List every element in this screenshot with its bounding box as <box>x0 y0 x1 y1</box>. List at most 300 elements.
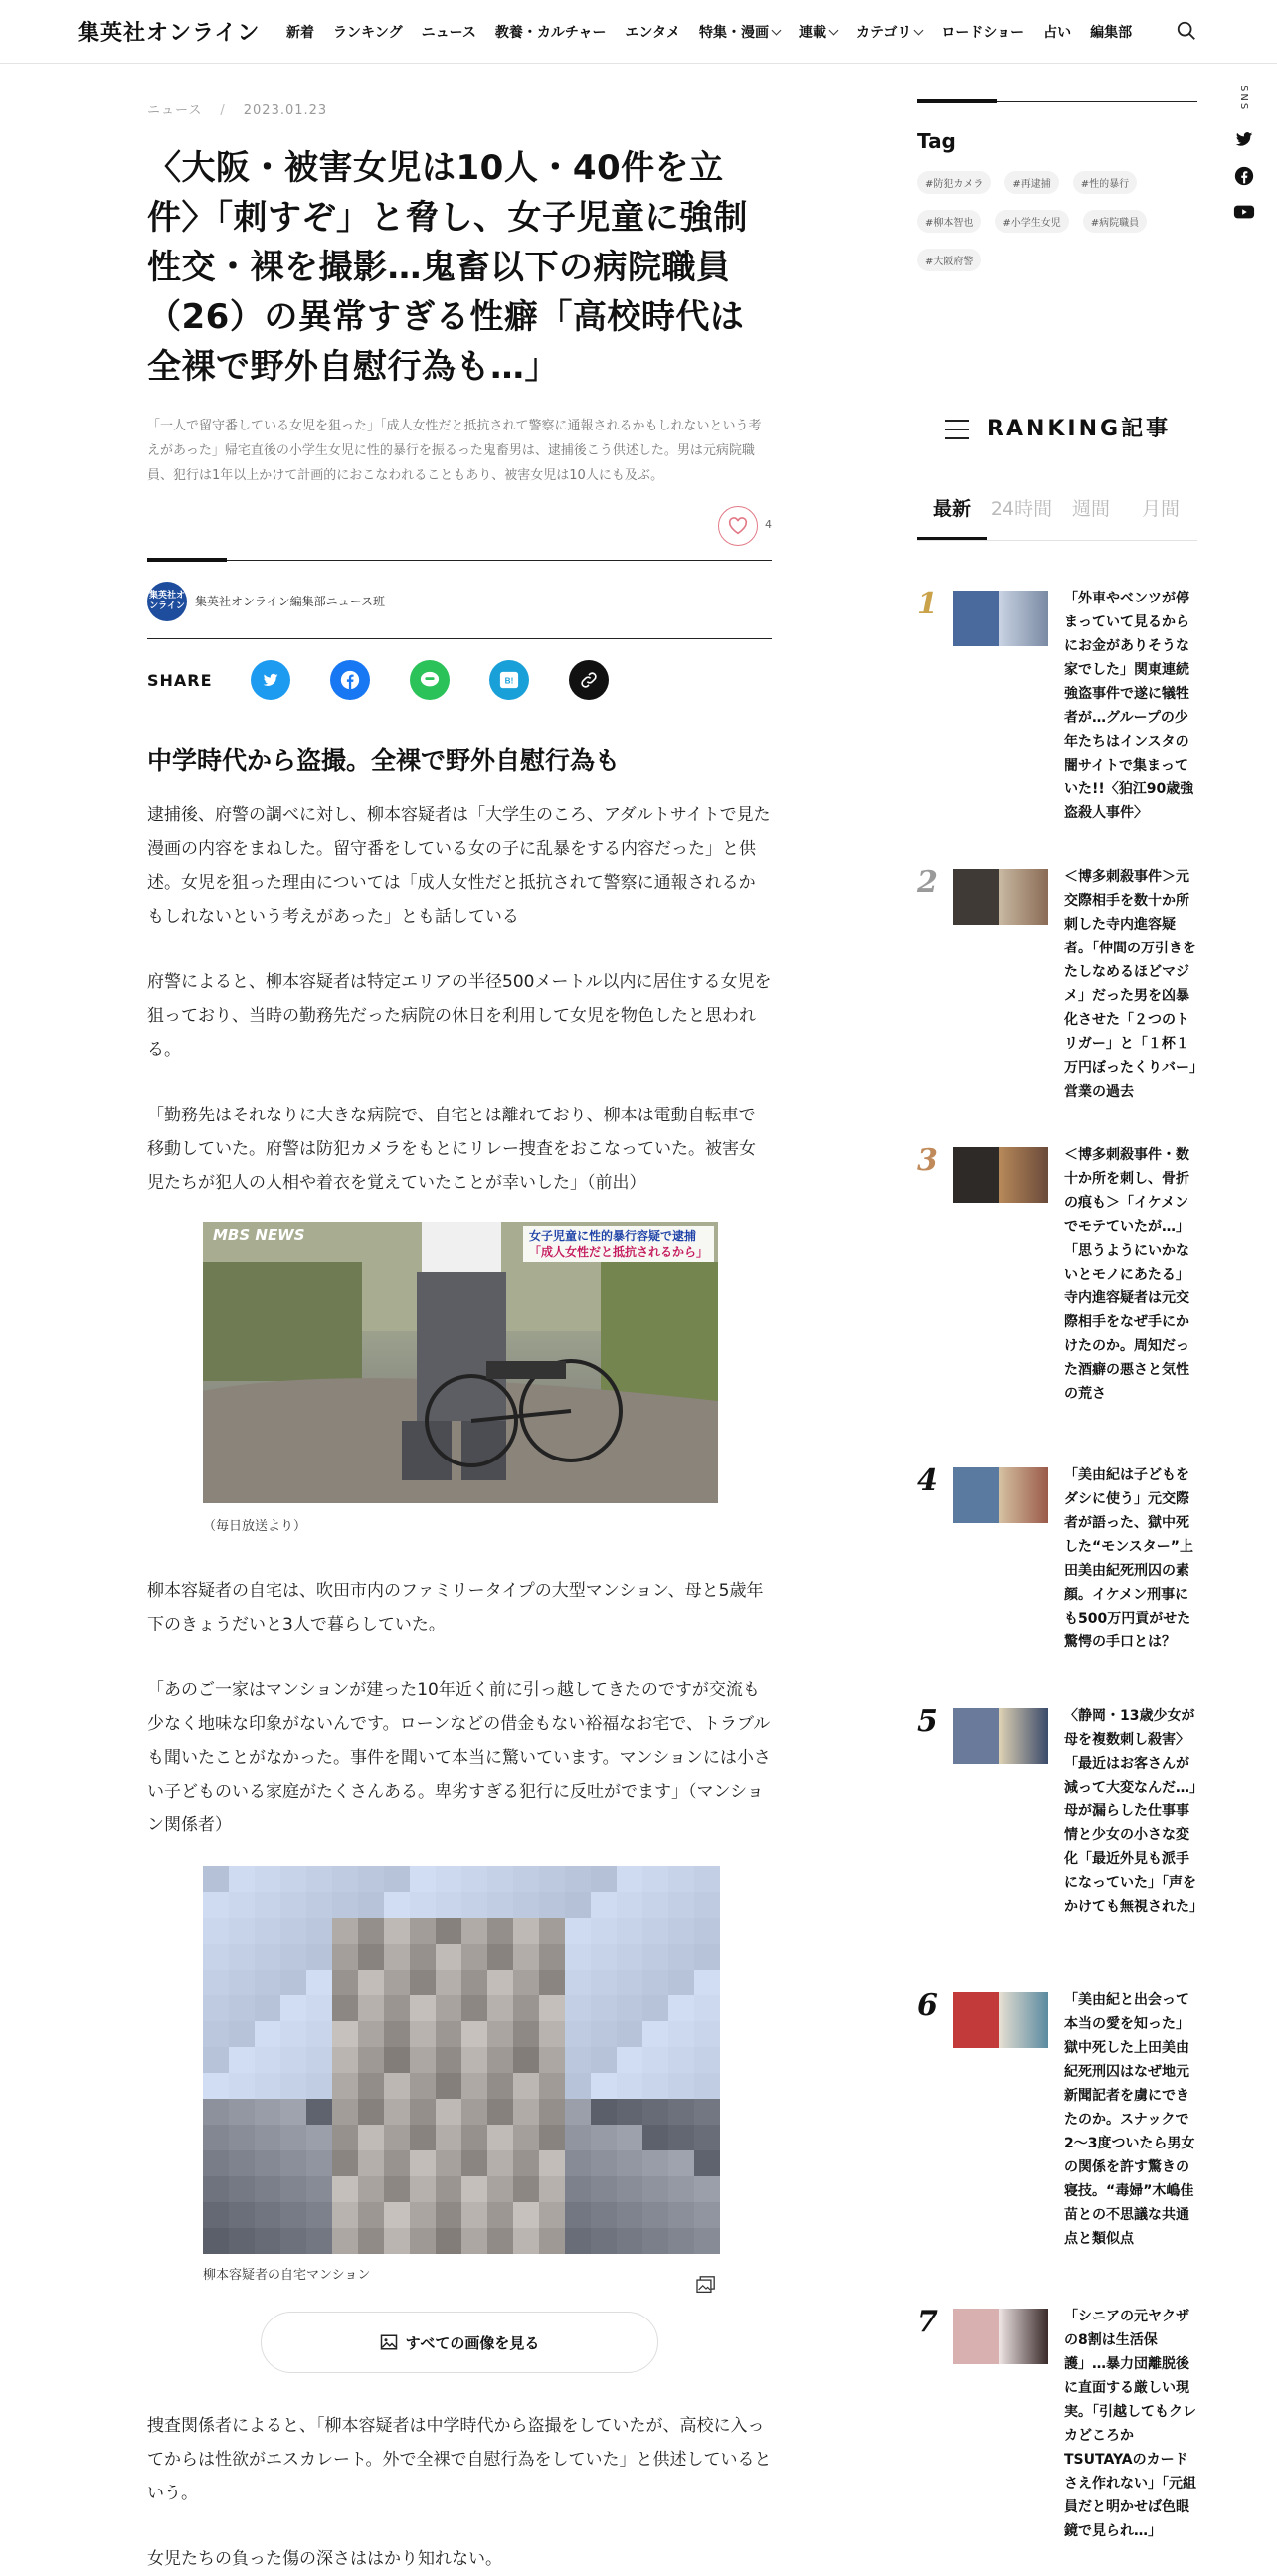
image-icon <box>380 2333 398 2351</box>
mosaic-tile <box>461 2228 487 2254</box>
tv-banner-line-1: 女子児童に性的暴行容疑で逮捕 <box>528 1229 696 1243</box>
rank-number: 1 <box>917 587 938 621</box>
mosaic-tile <box>668 2176 694 2202</box>
mosaic-tile <box>668 2125 694 2150</box>
twitter-share-button[interactable] <box>251 660 290 700</box>
nav-item[interactable] <box>333 22 403 42</box>
mosaic-tile <box>280 2202 306 2228</box>
sns-links <box>1233 86 1255 225</box>
mosaic-tile <box>617 2228 642 2254</box>
mosaic-tile <box>565 1995 591 2021</box>
mosaic-tile <box>436 1970 461 1995</box>
tag-divider-accent <box>917 99 997 103</box>
rank-thumbnail[interactable] <box>953 2309 1048 2364</box>
mosaic-tile <box>436 2150 461 2176</box>
mosaic-tile <box>203 2073 229 2099</box>
mosaic-tile <box>487 2047 513 2073</box>
mosaic-tile <box>229 2047 255 2073</box>
mosaic-tile <box>332 2150 358 2176</box>
mosaic-tile <box>332 1995 358 2021</box>
nav-item[interactable] <box>699 22 780 42</box>
mosaic-tile <box>591 2202 617 2228</box>
mosaic-tile <box>565 1866 591 1892</box>
mosaic-tile <box>280 1995 306 2021</box>
mosaic-tile <box>617 1866 642 1892</box>
chevron-down-icon <box>914 25 924 35</box>
mosaic-tile <box>255 2073 280 2099</box>
nav-item-label: 教養・カルチャー <box>494 25 607 41</box>
site-header <box>0 0 1277 64</box>
mosaic-tile <box>642 2099 668 2125</box>
mosaic-tile <box>280 1970 306 1995</box>
ranking-tab[interactable]: 最新 <box>917 489 987 540</box>
facebook-share-button[interactable] <box>330 660 370 700</box>
mosaic-tile <box>668 2150 694 2176</box>
mosaic-tile <box>694 2228 720 2254</box>
twitter-icon[interactable] <box>1233 129 1255 149</box>
mosaic-tile <box>487 2125 513 2150</box>
mosaic-tile <box>358 1970 384 1995</box>
mosaic-tile <box>591 2150 617 2176</box>
mosaic-tile <box>410 1995 436 2021</box>
mosaic-tile <box>203 2099 229 2125</box>
search-icon[interactable] <box>1176 20 1197 42</box>
mosaic-tile <box>280 2073 306 2099</box>
mosaic-tile <box>642 1944 668 1970</box>
mosaic-tile <box>436 2202 461 2228</box>
paragraph: 「勤務先はそれなりに大きな病院で、自宅とは離れており、柳本は電動自転車で移動していた。府警は防犯カメラをもとにリレー捜査をおこなっていた。被害女児たちが犯人の人相や着衣を覚えていたことが幸いした」（前出） <box>147 1106 756 1193</box>
nav-item[interactable] <box>422 22 476 42</box>
mosaic-tile <box>306 2047 332 2073</box>
mosaic-tile <box>384 2073 410 2099</box>
mosaic-tile <box>436 1866 461 1892</box>
mosaic-tile <box>694 2099 720 2125</box>
mosaic-tile <box>539 2021 565 2047</box>
mosaic-tile <box>203 2150 229 2176</box>
mosaic-tile <box>436 2047 461 2073</box>
mosaic-tile <box>617 2073 642 2099</box>
mosaic-tile <box>642 1892 668 1918</box>
mosaic-tile <box>358 2125 384 2150</box>
mosaic-tile <box>436 2021 461 2047</box>
rank-headline[interactable]: 「外車やベンツが停まっていて見るからにお金がありそうな家でした」関東連続強盗事件で遂に犠牲者が…グループの少年たちはインスタの闇サイトで集まっていた!!〈狛江90歳強盗殺人事件〉 <box>1064 591 1194 821</box>
article-lead: 「一人で留守番している女児を狙った」「成人女性だと抵抗されて警察に通報されるかもしれないという考えがあった」帰宅直後の小学生女児に性的暴行を振るった鬼畜男は、逮捕後こう供述した。男は元病院職員、犯行は1年以上かけて計画的におこなわれることもあり、被害女児は10人にも及ぶ。 <box>147 419 762 483</box>
hatena-share-button[interactable] <box>489 660 529 700</box>
rank-headline[interactable]: ＜博多刺殺事件＞元交際相手を数十か所刺した寺内進容疑者。「仲間の万引きをたしなめるほどマジメ」だった男を凶暴化させた「２つのトリガー」と「１杯１万円ぼったくりバー」営業の過去 <box>1064 869 1196 1100</box>
mosaic-tile <box>487 1918 513 1944</box>
mosaic-tile <box>229 1918 255 1944</box>
tag-chip[interactable]: #防犯カメラ <box>917 171 991 194</box>
mosaic-tile <box>591 1944 617 1970</box>
rank-number: 2 <box>917 865 938 900</box>
mosaic-tile <box>668 1918 694 1944</box>
mosaic-tile <box>694 2047 720 2073</box>
mosaic-tile <box>332 2021 358 2047</box>
mosaic-tile <box>358 1892 384 1918</box>
rank-number: 5 <box>917 1704 938 1739</box>
rank-headline[interactable]: ＜博多刺殺事件・数十か所を刺し、骨折の痕も＞「イケメンでモテていたが…」「思うようにいかないとモノにあたる」寺内進容疑者は元交際相手をなぜ手にかけたのか。周知だった酒癖の悪さと気性の荒さ <box>1064 1147 1189 1402</box>
youtube-icon[interactable] <box>1233 203 1255 221</box>
line-icon <box>419 670 441 690</box>
nav-item[interactable] <box>799 22 837 42</box>
mosaic-tile <box>384 2021 410 2047</box>
mosaic-tile <box>565 1892 591 1918</box>
mosaic-tile <box>384 2202 410 2228</box>
mosaic-tile <box>332 2228 358 2254</box>
mosaic-tile <box>668 2099 694 2125</box>
mosaic-tile <box>668 2202 694 2228</box>
author-box-accent <box>147 558 227 562</box>
mosaic-tile <box>358 2176 384 2202</box>
mosaic-tile <box>513 2202 539 2228</box>
mosaic-tile <box>642 2228 668 2254</box>
mosaic-tile <box>461 2073 487 2099</box>
mosaic-tile <box>203 1892 229 1918</box>
mansion-photo[interactable] <box>203 1866 718 2252</box>
mosaic-tile <box>668 1892 694 1918</box>
ranking-tab[interactable]: 月間 <box>1141 498 1180 520</box>
mosaic-tile <box>203 2021 229 2047</box>
mosaic-tile <box>513 1970 539 1995</box>
tag-chip[interactable]: #性的暴行 <box>1073 171 1137 194</box>
mosaic-tile <box>229 2073 255 2099</box>
mosaic-tile <box>487 2150 513 2176</box>
mosaic-tile <box>539 1866 565 1892</box>
tag-chip[interactable]: #柳本智也 <box>917 210 981 233</box>
mosaic-tile <box>306 2125 332 2150</box>
mosaic-tile <box>436 2228 461 2254</box>
mosaic-tile <box>565 2150 591 2176</box>
mosaic-tile <box>384 1970 410 1995</box>
view-all-images-button[interactable] <box>261 2312 658 2373</box>
mosaic-tile <box>332 2202 358 2228</box>
mosaic-tile <box>642 2176 668 2202</box>
mosaic-tile <box>436 1892 461 1918</box>
mosaic-tile <box>384 2176 410 2202</box>
nav-item[interactable] <box>286 22 314 42</box>
author-name[interactable]: 集英社オンライン編集部ニュース班 <box>195 595 386 608</box>
article-meta: ニュース / 2023.01.23 <box>147 103 328 118</box>
section-heading: 中学時代から盗撮。全裸で野外自慰行為も <box>147 746 621 774</box>
mosaic-tile <box>694 2176 720 2202</box>
mosaic-tile <box>255 1918 280 1944</box>
ranking-tab[interactable]: 24時間 <box>990 498 1053 520</box>
mosaic-tile <box>539 2099 565 2125</box>
mosaic-tile <box>280 2099 306 2125</box>
mosaic-tile <box>513 1944 539 1970</box>
mosaic-tile <box>229 1970 255 1995</box>
mosaic-tile <box>384 2099 410 2125</box>
mosaic-tile <box>229 2228 255 2254</box>
tag-chip[interactable]: #再逮捕 <box>1004 171 1058 194</box>
mosaic-tile <box>513 1995 539 2021</box>
mosaic-tile <box>617 2125 642 2150</box>
mosaic-tile <box>229 2202 255 2228</box>
mosaic-tile <box>255 1944 280 1970</box>
mosaic-tile <box>229 1866 255 1892</box>
line-share-button[interactable] <box>410 660 450 700</box>
mosaic-tile <box>539 2202 565 2228</box>
paragraph: 女児たちの負った傷の深さははかり知れない。 <box>147 2549 502 2569</box>
mosaic-tile <box>617 1995 642 2021</box>
mosaic-tile <box>668 1995 694 2021</box>
mosaic-tile <box>668 2047 694 2073</box>
mosaic-tile <box>565 2202 591 2228</box>
mosaic-tile <box>203 1995 229 2021</box>
mosaic-tile <box>410 1866 436 1892</box>
mosaic-tile <box>668 1944 694 1970</box>
mosaic-tile <box>565 1944 591 1970</box>
mosaic-tile <box>203 1918 229 1944</box>
mosaic-tile <box>617 1892 642 1918</box>
mosaic-tile <box>617 2021 642 2047</box>
mosaic-tile <box>306 1944 332 1970</box>
mosaic-tile <box>591 2021 617 2047</box>
paragraph: 府警によると、柳本容疑者は特定エリアの半径500メートル以内に居住する女児を狙っており、当時の勤務先だった病院の休日を利用して女児を物色したと思われる。 <box>147 972 772 1060</box>
mosaic-tile <box>668 1866 694 1892</box>
share-label: SHARE <box>147 670 213 690</box>
mosaic-tile <box>642 2125 668 2150</box>
tv-logo: MBS NEWS <box>213 1226 305 1244</box>
mosaic-tile <box>229 2150 255 2176</box>
twitter-icon <box>261 671 280 689</box>
mosaic-tile <box>513 2176 539 2202</box>
tv-news-scene <box>203 1222 718 1503</box>
mosaic-tile <box>617 2099 642 2125</box>
mosaic-tile <box>384 1944 410 1970</box>
mosaic-tile <box>591 1970 617 1995</box>
tag-chip[interactable]: #大阪府警 <box>917 249 981 271</box>
mosaic-tile <box>487 2228 513 2254</box>
tv-banner-line-2: 「成人女性だと抵抗されるから」 <box>528 1245 708 1259</box>
ranking-header <box>943 416 1171 443</box>
mosaic-tile <box>642 1918 668 1944</box>
author-box <box>147 560 772 639</box>
mosaic-tile <box>384 1892 410 1918</box>
rank-headline[interactable]: 「シニアの元ヤクザの8割は生活保護」…暴力団離脱後に直面する厳しい現実。「引越してもクレカどころかTSUTAYAのカードさえ作れない」「元組員だと明かせば色眼鏡で見られ…」 <box>1064 2309 1196 2539</box>
mosaic-tile <box>306 1892 332 1918</box>
mosaic-tile <box>203 1866 229 1892</box>
hatena-bookmark-icon <box>498 670 520 690</box>
nav-item[interactable] <box>856 22 922 42</box>
mosaic-tile <box>306 1918 332 1944</box>
mosaic-tile <box>332 1866 358 1892</box>
mosaic-tile <box>306 2073 332 2099</box>
site-logo[interactable]: 集英社オンライン <box>78 21 261 46</box>
mosaic-tile <box>229 2125 255 2150</box>
mosaic-tile <box>461 1918 487 1944</box>
mosaic-tile <box>591 2047 617 2073</box>
mosaic-tile <box>668 2021 694 2047</box>
figure-caption-row <box>203 2264 718 2294</box>
paragraph: 逮捕後、府警の調べに対し、柳本容疑者は「大学生のころ、アダルトサイトで見た漫画の内容をまねした。留守番をしている女の子に乱暴をする内容だった」と供述。女児を狙った理由については「成人女性だと抵抗されて警察に通報されるかもしれないという考えがあった」とも話している <box>147 805 771 927</box>
mosaic-tile <box>694 1995 720 2021</box>
mosaic-tile <box>332 1944 358 1970</box>
mosaic-tile <box>694 1944 720 1970</box>
mosaic-tile <box>410 2150 436 2176</box>
facebook-icon[interactable] <box>1233 165 1255 187</box>
mosaic-tile <box>565 2125 591 2150</box>
rank-headline[interactable]: 「美由紀は子どもをダシに使う」元交際者が語った、獄中死した“モンスター”上田美由紀死刑囚の素顔。イケメン刑事にも500万円貢がせた驚愕の手口とは？ <box>1064 1467 1193 1650</box>
tag-chip[interactable]: #小学生女児 <box>995 210 1068 233</box>
mosaic-tile <box>591 2099 617 2125</box>
mosaic-tile <box>436 2125 461 2150</box>
mosaic-tile <box>436 1918 461 1944</box>
mosaic-tile <box>591 1995 617 2021</box>
mosaic-tile <box>410 2099 436 2125</box>
mosaic-tile <box>642 1866 668 1892</box>
like-button[interactable] <box>718 506 758 546</box>
mosaic-tile <box>410 2228 436 2254</box>
rank-number: 4 <box>917 1463 938 1498</box>
mosaic-tile <box>461 1892 487 1918</box>
nav-item[interactable] <box>1043 22 1071 42</box>
mosaic-tile <box>358 1866 384 1892</box>
nav-item[interactable] <box>941 22 1024 42</box>
mosaic-tile <box>255 2047 280 2073</box>
sns-label: SNS <box>1238 86 1249 112</box>
category-link[interactable]: ニュース <box>147 103 203 118</box>
mosaic-tile <box>565 2073 591 2099</box>
mosaic-tile <box>255 1970 280 1995</box>
mosaic-tile <box>617 2150 642 2176</box>
mosaic-tile <box>694 2202 720 2228</box>
rank-number: 7 <box>917 2305 938 2339</box>
mosaic-tile <box>668 2073 694 2099</box>
author-avatar[interactable]: 集英社オンライン <box>147 582 187 621</box>
nav-item-label: 連載 <box>798 25 826 41</box>
mosaic-tile <box>436 1995 461 2021</box>
link-icon <box>579 670 599 690</box>
rank-thumbnail[interactable] <box>953 869 1048 925</box>
mosaic-tile <box>384 2125 410 2150</box>
mosaic-tile <box>513 2047 539 2073</box>
nav-item-label: 新着 <box>286 25 314 41</box>
mosaic-tile <box>642 1995 668 2021</box>
mosaic-tile <box>487 2073 513 2099</box>
copy-link-button[interactable] <box>569 660 609 700</box>
mosaic-tile <box>513 2125 539 2150</box>
body-block-3 <box>147 2409 772 2576</box>
mosaic-tile <box>358 2047 384 2073</box>
mosaic-tile <box>410 2176 436 2202</box>
mosaic-tile <box>229 1892 255 1918</box>
mosaic-tile <box>306 2150 332 2176</box>
mosaic-tile <box>280 2021 306 2047</box>
rank-headline[interactable]: 「美由紀と出会って本当の愛を知った」獄中死した上田美由紀死刑囚はなぜ地元新聞記者を虜にできたのか。スナックで2～3度ついたら男女の関係を許す驚きの寝技。“毒婦”木嶋佳苗との不思議な共通点と類似点 <box>1064 1992 1195 2247</box>
mosaic-tile <box>203 2228 229 2254</box>
mosaic-tile <box>591 2073 617 2099</box>
tag-chip[interactable]: #病院職員 <box>1083 210 1147 233</box>
mosaic-tile <box>642 2202 668 2228</box>
mosaic-tile <box>642 1970 668 1995</box>
nav-item[interactable] <box>495 22 607 42</box>
mosaic-tile <box>203 2176 229 2202</box>
rank-thumbnail[interactable] <box>953 1708 1048 1764</box>
ranking-tabs <box>917 489 1197 541</box>
mosaic-tile <box>565 2176 591 2202</box>
mosaic-tile <box>384 1995 410 2021</box>
menu-lines-icon <box>943 418 971 441</box>
nav-item[interactable] <box>626 22 680 42</box>
like-row <box>147 496 772 556</box>
mosaic-tile <box>410 1944 436 1970</box>
rank-headline[interactable]: 〈静岡・13歳少女が母を複数刺し殺害〉「最近はお客さんが減って大変なんだ…」母が漏らした仕事事情と少女の小さな変化「最近外見も派手になっていた」「声をかけても無視された」 <box>1064 1708 1203 1915</box>
rank-thumbnail[interactable] <box>953 591 1048 646</box>
tv-news-photo[interactable] <box>203 1222 718 1503</box>
mosaic-tile <box>410 2073 436 2099</box>
rank-thumbnail[interactable] <box>953 1147 1048 1203</box>
article-title: 〈大阪・被害女児は10人・40件を立件〉「刺すぞ」と脅し、女子児童に強制性交・裸を撮影…鬼畜以下の病院職員（26）の異常すぎる性癖「高校時代は全裸で野外自慰行為も…」 <box>147 148 748 387</box>
figure-caption: （毎日放送より） <box>203 1519 307 1534</box>
mosaic-tile <box>332 2176 358 2202</box>
mosaic-tile <box>384 1918 410 1944</box>
rank-thumbnail[interactable] <box>953 1992 1048 2048</box>
nav-item-label: エンタメ <box>625 25 680 41</box>
mosaic-tile <box>255 1866 280 1892</box>
publish-date: 2023.01.23 <box>243 103 328 118</box>
mosaic-tile <box>203 1944 229 1970</box>
mosaic-tile <box>461 2125 487 2150</box>
mosaic-tile <box>617 1944 642 1970</box>
mosaic-tile <box>229 2099 255 2125</box>
global-nav <box>286 22 1151 42</box>
mosaic-tile <box>461 1866 487 1892</box>
chevron-down-icon <box>829 25 839 35</box>
tag-title: Tag <box>917 129 956 153</box>
mosaic-tile <box>410 2021 436 2047</box>
mosaic-tile <box>617 1970 642 1995</box>
mosaic-tile <box>436 2073 461 2099</box>
ranking-tab[interactable]: 週間 <box>1071 498 1110 520</box>
mosaic-tile <box>332 1918 358 1944</box>
mosaic-tile <box>358 1944 384 1970</box>
mosaic-tile <box>203 2202 229 2228</box>
body-block-1 <box>147 798 772 1200</box>
mosaic-tile <box>255 1892 280 1918</box>
mosaic-tile <box>617 1918 642 1944</box>
mosaic-tile <box>255 2202 280 2228</box>
mosaic-tile <box>332 2099 358 2125</box>
mosaic-tile <box>694 1918 720 1944</box>
mosaic-tile <box>203 1970 229 1995</box>
mosaic-tile <box>487 1944 513 1970</box>
mosaic-tile <box>280 2228 306 2254</box>
mosaic-tile <box>306 2021 332 2047</box>
gallery-icon[interactable] <box>696 2276 716 2294</box>
svg-text:B!: B! <box>504 676 513 686</box>
mosaic-tile <box>513 1866 539 1892</box>
mosaic-tile <box>461 2021 487 2047</box>
nav-item[interactable] <box>1090 22 1132 42</box>
nav-item-label: 編集部 <box>1090 25 1133 41</box>
mosaic-tile <box>410 1892 436 1918</box>
facebook-icon <box>339 669 361 691</box>
mosaic-tile <box>255 2176 280 2202</box>
mosaic-tile <box>384 2150 410 2176</box>
mosaic-tile <box>539 2047 565 2073</box>
mosaic-tile <box>487 2202 513 2228</box>
mosaic-tile <box>410 2125 436 2150</box>
nav-item-label: カテゴリ <box>855 25 912 41</box>
mosaic-tile <box>565 2047 591 2073</box>
mosaic-tile <box>384 2047 410 2073</box>
mosaic-tile <box>565 2021 591 2047</box>
rank-thumbnail[interactable] <box>953 1467 1048 1523</box>
mosaic-tile <box>358 2021 384 2047</box>
mosaic-tile <box>539 1995 565 2021</box>
mosaic-tile <box>513 2021 539 2047</box>
